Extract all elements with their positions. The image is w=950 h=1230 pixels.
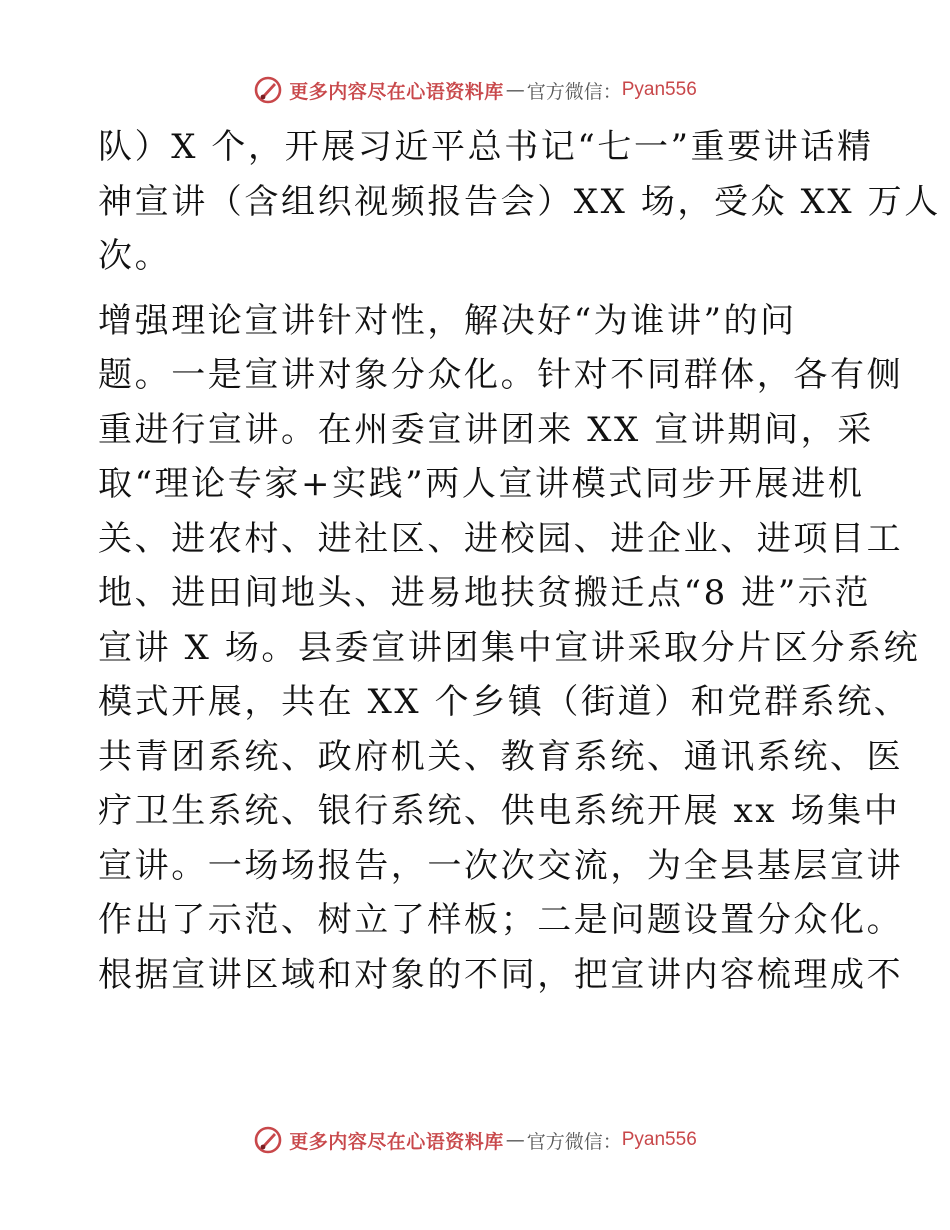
banner-main-text: 更多内容尽在心语资料库 — [289, 1130, 504, 1153]
quill-seal-icon — [253, 1125, 283, 1155]
banner-separator: — — [505, 79, 525, 101]
banner-wechat-handle: Pyan556 — [621, 79, 697, 100]
text-line: 宣讲 X 场。县委宣讲团集中宣讲采取分片区分系统 — [98, 627, 921, 668]
text-line: 疗卫生系统、银行系统、供电系统开展 xx 场集中 — [98, 791, 901, 831]
text-line: 队）X 个，开展习近平总书记“七一”重要讲话精 — [98, 127, 874, 167]
paragraph-2 — [98, 294, 921, 1003]
text-line: 次。 — [98, 236, 172, 276]
quill-seal-icon — [253, 75, 283, 105]
banner-sub-text: 官方微信： — [526, 80, 622, 103]
banner-wechat-handle: Pyan556 — [621, 1129, 697, 1150]
paragraph-1 — [98, 120, 941, 284]
text-line: 作出了示范、树立了样板；二是问题设置分众化。 — [98, 900, 904, 940]
text-line: 地、进田间地头、进易地扶贫搬迁点“8 进”示范 — [98, 573, 872, 613]
text-line: 共青团系统、政府机关、教育系统、通讯系统、医 — [98, 736, 904, 777]
text-line: 重进行宣讲。在州委宣讲团来 XX 宣讲期间，采 — [98, 409, 874, 450]
banner-separator: — — [505, 1129, 525, 1151]
header-banner — [0, 70, 950, 110]
text-line: 关、进农村、进社区、进校园、进企业、进项目工 — [98, 518, 904, 559]
document-body — [98, 120, 941, 1002]
text-line: 增强理论宣讲针对性，解决好“为谁讲”的问 — [98, 300, 797, 341]
text-line: 神宣讲（含组织视频报告会）XX 场，受众 XX 万人 — [98, 181, 941, 222]
banner-sub-text: 官方微信： — [526, 1130, 622, 1153]
text-line: 题。一是宣讲对象分众化。针对不同群体，各有侧 — [98, 355, 904, 395]
banner-main-text: 更多内容尽在心语资料库 — [289, 80, 504, 103]
footer-banner — [0, 1120, 950, 1160]
text-line: 取“理论专家+实践”两人宣讲模式同步开展进机 — [98, 464, 865, 504]
text-line: 宣讲。一场场报告，一次次交流，为全县基层宣讲 — [98, 845, 904, 886]
text-line: 根据宣讲区域和对象的不同，把宣讲内容梳理成不 — [98, 954, 904, 995]
text-line: 模式开展，共在 XX 个乡镇（街道）和党群系统、 — [98, 682, 911, 722]
